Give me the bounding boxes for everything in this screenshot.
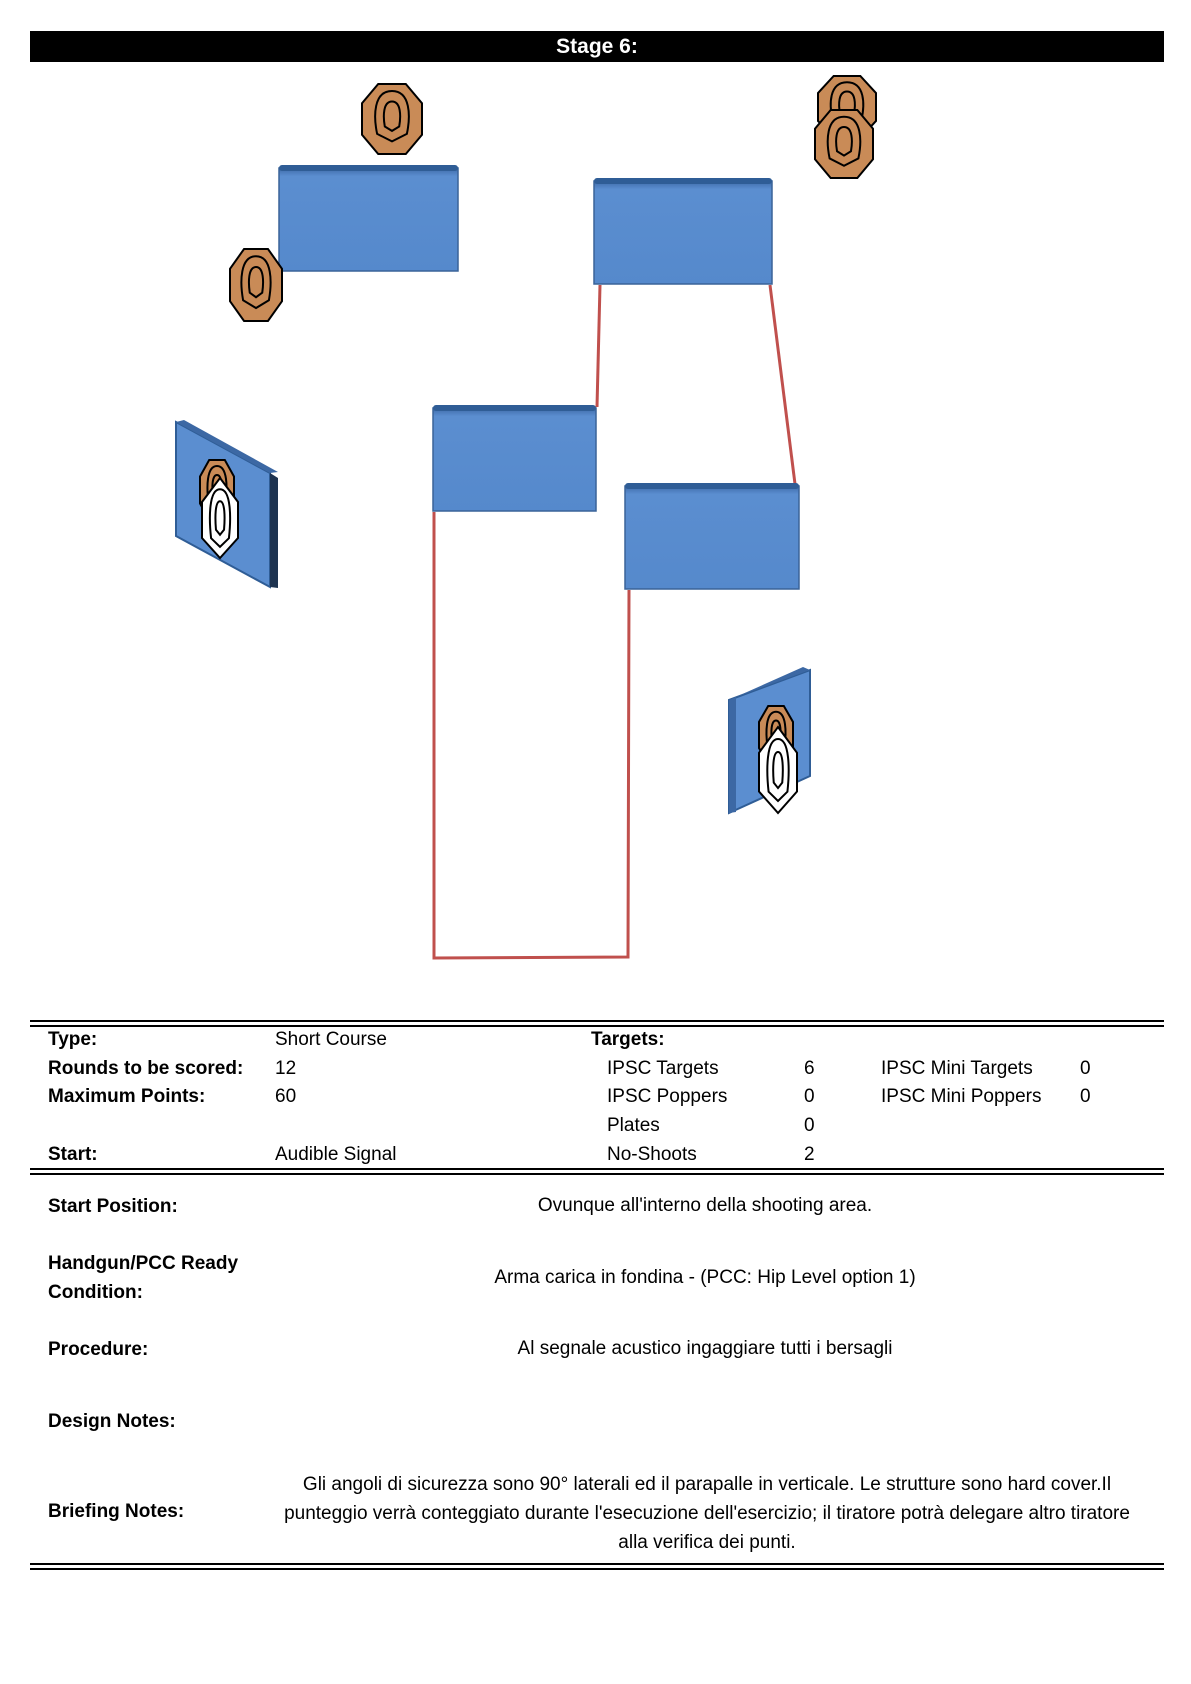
ipsc-target-top-left (362, 84, 422, 154)
wall-middle-left (433, 405, 596, 511)
type-value: Short Course (275, 1029, 387, 1050)
max-points-value: 60 (275, 1086, 297, 1107)
ready-condition-label-line2: Condition: (48, 1282, 143, 1303)
stage-diagram (0, 62, 1191, 1002)
popper-count-label: IPSC Poppers (607, 1086, 728, 1107)
ipsc-target-top-right-front (815, 110, 873, 178)
popper-count-value: 0 (804, 1086, 815, 1107)
procedure-label: Procedure: (48, 1339, 149, 1360)
shooting-area-fault-line (434, 285, 795, 958)
design-notes-label: Design Notes: (48, 1411, 176, 1432)
no-shoots-count-value: 2 (804, 1144, 815, 1165)
wall-middle-right (625, 483, 799, 589)
ipsc-target-left (230, 249, 282, 321)
plates-count-value: 0 (804, 1115, 815, 1136)
stage-title: Stage 6: (30, 31, 1164, 62)
max-points-label: Maximum Points: (48, 1086, 206, 1107)
briefing-notes-label: Briefing Notes: (48, 1501, 185, 1522)
ready-condition-value: Arma carica in fondina - (PCC: Hip Level option 1) (494, 1267, 916, 1288)
wall-top-right (594, 178, 772, 284)
mini-popper-label: IPSC Mini Poppers (881, 1086, 1042, 1107)
target-count-label: IPSC Targets (607, 1058, 719, 1079)
wall-top-left (279, 165, 458, 271)
mini-target-value: 0 (1080, 1058, 1091, 1079)
start-position-value: Ovunque all'interno della shooting area. (537, 1195, 873, 1216)
plates-count-label: Plates (607, 1115, 660, 1136)
rounds-label: Rounds to be scored: (48, 1058, 244, 1079)
mini-target-label: IPSC Mini Targets (881, 1058, 1033, 1079)
targets-label: Targets: (591, 1029, 665, 1050)
start-label: Start: (48, 1144, 98, 1165)
ready-condition-label-line1: Handgun/PCC Ready (48, 1253, 239, 1274)
procedure-value: Al segnale acustico ingaggiare tutti i bersagli (517, 1338, 893, 1359)
briefing-notes-value: Gli angoli di sicurezza sono 90° laterali ed il parapalle in verticale. Le strutture sono hard cover.Il punteggio verrà conteggiato durante l'esecuzione dell'esercizio; il tiratore potrà delegare altro tiratore alla verifica dei punti. (284, 1474, 1130, 1553)
mini-popper-value: 0 (1080, 1086, 1091, 1107)
start-position-label: Start Position: (48, 1196, 178, 1217)
type-label: Type: (48, 1029, 98, 1050)
start-value: Audible Signal (275, 1144, 397, 1165)
no-shoots-count-label: No-Shoots (607, 1144, 697, 1165)
target-count-value: 6 (804, 1058, 815, 1079)
rounds-value: 12 (275, 1058, 297, 1079)
